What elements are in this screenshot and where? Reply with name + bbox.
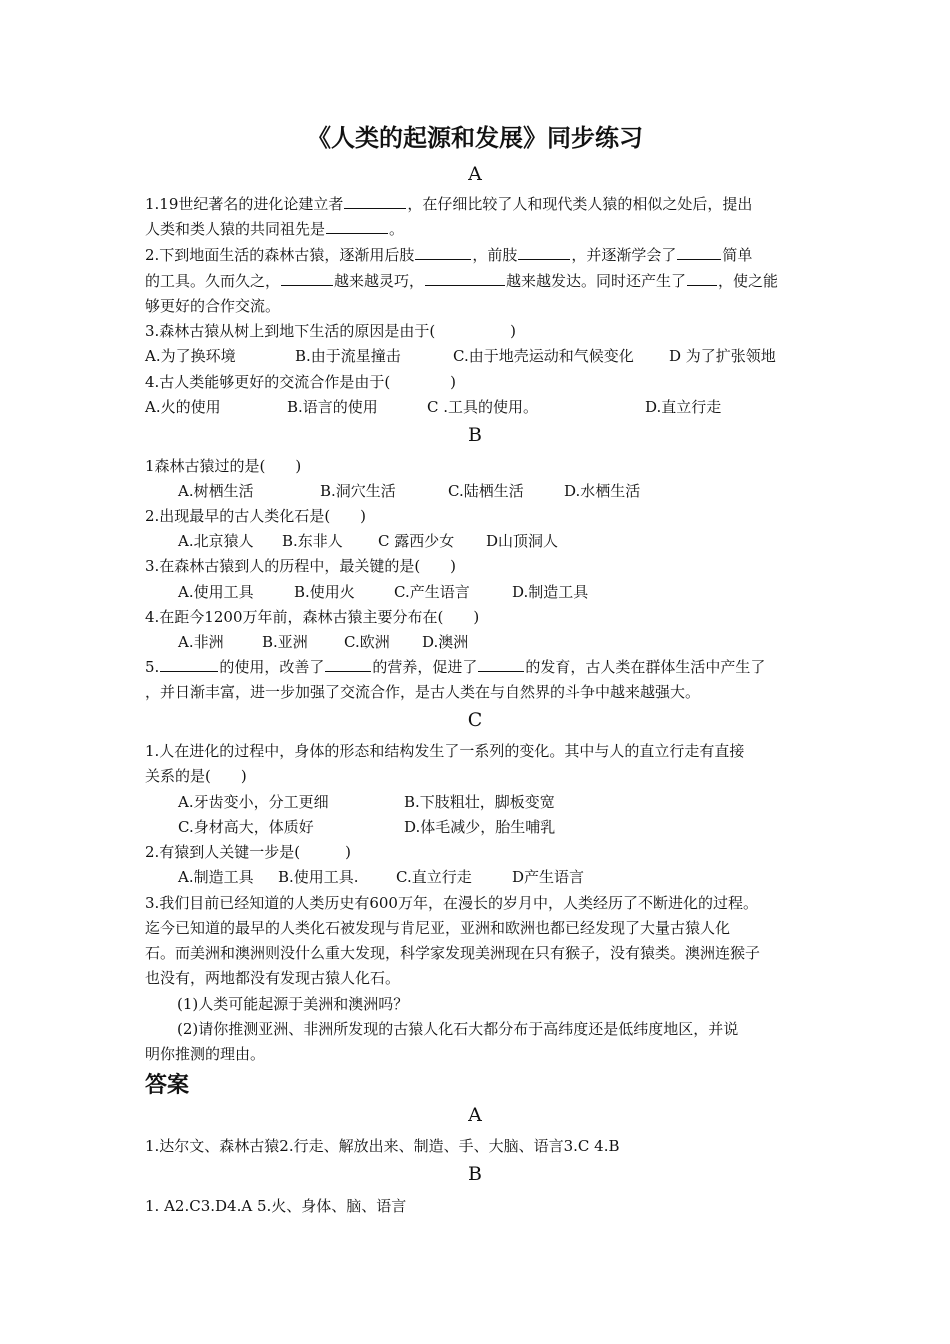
text-segment: 的发育，古人类在群体生活中产生了 bbox=[525, 658, 766, 676]
question-a2-line3: 够更好的合作交流。 bbox=[145, 297, 281, 315]
option: D产生语言 bbox=[512, 868, 585, 886]
question-b2: 2.出现最早的古人类化石是( ) bbox=[145, 507, 367, 525]
option: A.使用工具 bbox=[178, 583, 254, 601]
option: A.制造工具 bbox=[178, 868, 254, 886]
option: D山顶洞人 bbox=[486, 532, 559, 550]
answer-blank bbox=[478, 657, 524, 672]
option: B.由于流星撞击 bbox=[295, 347, 401, 365]
option: A.非洲 bbox=[178, 633, 224, 651]
text-segment: 的营养，促进了 bbox=[372, 658, 478, 676]
option: D.制造工具 bbox=[512, 583, 589, 601]
option: C.陆栖生活 bbox=[448, 482, 524, 500]
question-b3: 3.在森林古猿到人的历程中，最关键的是( ) bbox=[145, 557, 457, 575]
option: D.水栖生活 bbox=[564, 482, 641, 500]
text-segment: 人类和类人猿的共同祖先是 bbox=[145, 220, 326, 238]
question-a3: 3.森林古猿从树上到地下生活的原因是由于( ) bbox=[145, 322, 517, 340]
answer-blank bbox=[281, 271, 333, 286]
question-a2-line1 bbox=[145, 245, 815, 265]
question-c1-line1: 1.人在进化的过程中，身体的形态和结构发生了一系列的变化。其中与人的直立行走有直接 bbox=[145, 742, 745, 760]
text-segment: 的使用，改善了 bbox=[219, 658, 325, 676]
question-a2-line2 bbox=[145, 271, 815, 291]
section-a-heading: A bbox=[468, 163, 482, 185]
question-c3-line4: 也没有，两地都没有发现古猿人化石。 bbox=[145, 969, 401, 987]
text-segment: 5. bbox=[145, 658, 160, 676]
answers-b-heading: B bbox=[468, 1163, 482, 1185]
question-a1-line2 bbox=[145, 219, 815, 239]
option: B.亚洲 bbox=[262, 633, 308, 651]
answer-blank bbox=[344, 194, 406, 209]
question-c3-line2: 迄今已知道的最早的人类化石被发现与肯尼亚，亚洲和欧洲也都已经发现了大量古猿人化 bbox=[145, 919, 731, 937]
text-segment: 1.19世纪著名的进化论建立者 bbox=[145, 195, 344, 213]
option: D.体毛减少，胎生哺乳 bbox=[404, 818, 556, 836]
option: B.东非人 bbox=[282, 532, 343, 550]
option: D 为了扩张领地 bbox=[669, 347, 776, 365]
answer-blank bbox=[160, 657, 218, 672]
option: A.树栖生活 bbox=[178, 482, 254, 500]
question-b5-line1 bbox=[145, 657, 815, 677]
option: D.澳洲 bbox=[422, 633, 469, 651]
option: D.直立行走 bbox=[645, 398, 722, 416]
question-b5-line2: ，并日渐丰富，进一步加强了交流合作，是古人类在与自然界的斗争中越来越强大。 bbox=[145, 683, 701, 701]
answer-blank bbox=[326, 219, 388, 234]
option: B.下肢粗壮，脚板变宽 bbox=[404, 793, 555, 811]
option: B.语言的使用 bbox=[287, 398, 378, 416]
question-a4: 4.古人类能够更好的交流合作是由于( ) bbox=[145, 373, 457, 391]
text-segment: ，使之能 bbox=[718, 272, 779, 290]
question-c3-line3: 石。而美洲和澳洲则没什么重大发现，科学家发现美洲现在只有猴子，没有猿类。澳洲连猴子 bbox=[145, 944, 761, 962]
option: C .工具的使用。 bbox=[427, 398, 539, 416]
option: C 露西少女 bbox=[378, 532, 455, 550]
answer-blank bbox=[415, 245, 471, 260]
answer-blank bbox=[687, 271, 717, 286]
option: C.产生语言 bbox=[394, 583, 470, 601]
answers-a-heading: A bbox=[468, 1104, 482, 1126]
option: B.使用工具. bbox=[278, 868, 359, 886]
option: A.为了换环境 bbox=[145, 347, 236, 365]
text-segment: 2.下到地面生活的森林古猿，逐渐用后肢 bbox=[145, 246, 415, 264]
text-segment: ，在仔细比较了人和现代类人猿的相似之处后，提出 bbox=[407, 195, 753, 213]
answer-blank bbox=[425, 271, 505, 286]
question-a1-line1 bbox=[145, 194, 815, 214]
text-segment: 越来越灵巧， bbox=[334, 272, 425, 290]
section-c-heading: C bbox=[467, 709, 483, 731]
option: C.由于地壳运动和气候变化 bbox=[453, 347, 634, 365]
question-c3-sub2: (2)请你推测亚洲、非洲所发现的古猿人化石大都分布于高纬度还是低纬度地区，并说 bbox=[177, 1020, 739, 1038]
answers-heading: 答案 bbox=[145, 1073, 190, 1098]
option: C.身材高大，体质好 bbox=[178, 818, 314, 836]
question-c3-line1: 3.我们目前已经知道的人类历史有600万年，在漫长的岁月中，人类经历了不断进化的过程。 bbox=[145, 894, 758, 912]
text-segment: 的工具。久而久之， bbox=[145, 272, 281, 290]
page-title: 《人类的起源和发展》同步练习 bbox=[307, 124, 643, 152]
text-segment: 越来越发达。同时还产生了 bbox=[506, 272, 687, 290]
question-c3-sub2-cont: 明你推测的理由。 bbox=[145, 1045, 266, 1063]
text-segment: ，前肢 bbox=[472, 246, 518, 264]
text-segment: 。 bbox=[389, 220, 405, 238]
section-b-heading: B bbox=[468, 424, 482, 446]
option: C.欧洲 bbox=[344, 633, 390, 651]
text-segment: 简单 bbox=[722, 246, 753, 264]
option: B.洞穴生活 bbox=[320, 482, 396, 500]
question-b4: 4.在距今1200万年前，森林古猿主要分布在( ) bbox=[145, 608, 480, 626]
option: C.直立行走 bbox=[396, 868, 472, 886]
option: A.北京猿人 bbox=[178, 532, 254, 550]
option: B.使用火 bbox=[294, 583, 355, 601]
answer-blank bbox=[677, 245, 721, 260]
answers-a-text: 1.达尔文、森林古猿2.行走、解放出来、制造、手、大脑、语言3.C 4.B bbox=[145, 1137, 620, 1155]
text-segment: ，并逐渐学会了 bbox=[571, 246, 677, 264]
answer-blank bbox=[518, 245, 570, 260]
answers-b-text: 1. A2.C3.D4.A 5.火、身体、脑、语言 bbox=[145, 1197, 407, 1215]
option: A.火的使用 bbox=[145, 398, 221, 416]
option: A.牙齿变小，分工更细 bbox=[178, 793, 329, 811]
question-c1-line2: 关系的是( ) bbox=[145, 767, 247, 785]
question-b1: 1森林古猿过的是( ) bbox=[145, 457, 302, 475]
answer-blank bbox=[325, 657, 371, 672]
question-c3-sub1: (1)人类可能起源于美洲和澳洲吗？ bbox=[177, 995, 409, 1013]
question-c2: 2.有猿到人关键一步是( ) bbox=[145, 843, 352, 861]
